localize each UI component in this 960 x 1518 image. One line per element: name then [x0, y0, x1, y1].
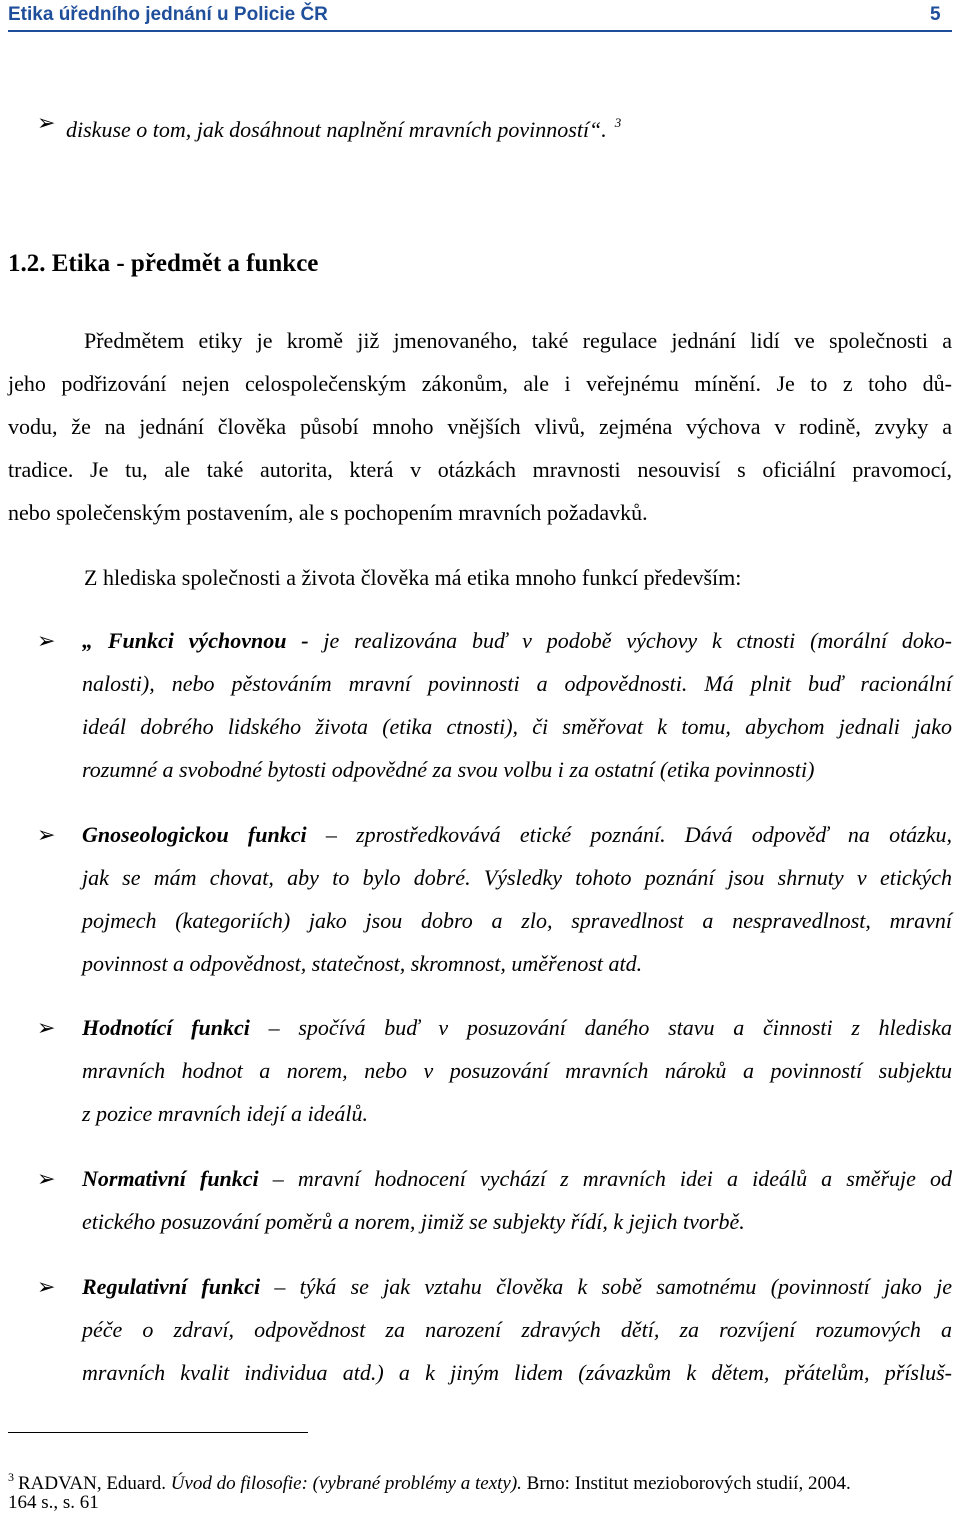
function-item-line: [82, 1166, 952, 1192]
paragraph-line: jeho podřizování nejen celospolečenským zákonům, ale i veřejnému mínění. Je to z toho dů-: [8, 371, 952, 396]
function-item-line: [82, 628, 952, 654]
function-text: – zprostředkovává etické poznání. Dává odpověď na otázku,: [306, 822, 953, 847]
function-title: Regulativní funkci: [82, 1274, 261, 1299]
arrow-bullet-icon: ➢: [37, 1167, 56, 1192]
function-item-line: [82, 1015, 952, 1041]
footnote-author: RADVAN, Eduard.: [18, 1473, 171, 1494]
paragraph-line: tradice. Je tu, ale také autorita, která v otázkách mravnosti nesouvisí s oficiální pravomocí,: [8, 457, 952, 482]
function-text: je realizována buď v podobě výchovy k ctnosti (morální doko-: [308, 628, 952, 653]
function-item-line: mravních hodnot a norem, nebo v posuzování mravních nároků a povinností subjektu: [82, 1058, 952, 1083]
footnote-reference[interactable]: 3: [614, 115, 622, 130]
function-item-line: péče o zdraví, odpovědnost za narození zdravých dětí, za rozvíjení rozumových a: [82, 1317, 952, 1342]
footnote-separator: [8, 1432, 308, 1433]
function-text: – mravní hodnocení vychází z mravních idei a ideálů a směřuje od: [258, 1166, 953, 1191]
function-item-line: jak se mám chovat, aby to bylo dobré. Výsledky tohoto poznání jsou shrnuty v etických: [82, 865, 952, 890]
paragraph-intro: Z hlediska společnosti a života člověka má etika mnoho funkcí především:: [84, 565, 742, 590]
function-item-line: ideál dobrého lidského života (etika ctnosti), či směřovat k tomu, abychom jednali jako: [82, 714, 952, 739]
function-item-line: rozumné a svobodné bytosti odpovědné za svou volbu i za ostatní (etika povinnosti): [82, 757, 815, 782]
running-header-title: Etika úředního jednání u Policie ČR: [8, 4, 328, 25]
function-title: „ Funkci výchovnou -: [82, 628, 309, 653]
section-heading: 1.2. Etika - předmět a funkce: [8, 250, 319, 277]
function-text: – spočívá buď v posuzování daného stavu a činnosti z hlediska: [249, 1015, 952, 1040]
function-item-line: pojmech (kategoriích) jako jsou dobro a zlo, spravedlnost a nespravedlnost, mravní: [82, 908, 952, 933]
continued-list-item-text: diskuse o tom, jak dosáhnout naplnění mravních povinností“.: [66, 117, 607, 142]
header-rule: [8, 30, 952, 32]
paragraph-line: Předmětem etiky je kromě již jmenovaného, také regulace jednání lidí ve společnosti a: [84, 328, 952, 353]
function-item-line: [82, 822, 952, 848]
function-title: Gnoseologickou funkci: [82, 822, 307, 847]
function-item-line: etického posuzování poměrů a norem, jimiž se subjekty řídí, k jejich tvorbě.: [82, 1209, 745, 1234]
footnote-pages: 164 s., s. 61: [8, 1492, 99, 1513]
arrow-bullet-icon: ➢: [37, 1275, 56, 1300]
paragraph-line: vodu, že na jednání člověka působí mnoho vnějších vlivů, zejména výchova v rodině, zvyky a: [8, 414, 952, 439]
footnote-number: 3: [8, 1470, 14, 1484]
continued-list-item: [66, 110, 621, 143]
footnote-title: Úvod do filosofie: (vybrané problémy a texty).: [170, 1473, 522, 1494]
footnote: [8, 1466, 851, 1495]
function-item-line: [82, 1274, 952, 1300]
footnote-publisher: Brno: Institut mezioborových studií, 2004.: [521, 1473, 851, 1494]
arrow-bullet-icon: ➢: [37, 823, 56, 848]
paragraph-line: nebo společenským postavením, ale s pochopením mravních požadavků.: [8, 500, 648, 525]
function-item-line: nalosti), nebo pěstováním mravní povinnosti a odpovědnosti. Má plnit buď racionální: [82, 671, 952, 696]
arrow-bullet-icon: ➢: [37, 629, 56, 654]
arrow-bullet-icon: ➢: [37, 1016, 56, 1041]
page-number: 5: [930, 4, 941, 25]
function-title: Hodnotící funkci: [82, 1015, 250, 1040]
function-item-line: mravních kvalit individua atd.) a k jiným lidem (závazkům k dětem, přátelům, přísluš-: [82, 1360, 952, 1385]
function-item-line: z pozice mravních idejí a ideálů.: [82, 1101, 368, 1126]
function-title: Normativní funkci: [82, 1166, 259, 1191]
function-item-line: povinnost a odpovědnost, statečnost, skromnost, uměřenost atd.: [82, 951, 643, 976]
function-text: – týká se jak vztahu člověka k sobě samotnému (povinností jako je: [260, 1274, 952, 1299]
arrow-bullet-icon: ➢: [37, 111, 56, 136]
